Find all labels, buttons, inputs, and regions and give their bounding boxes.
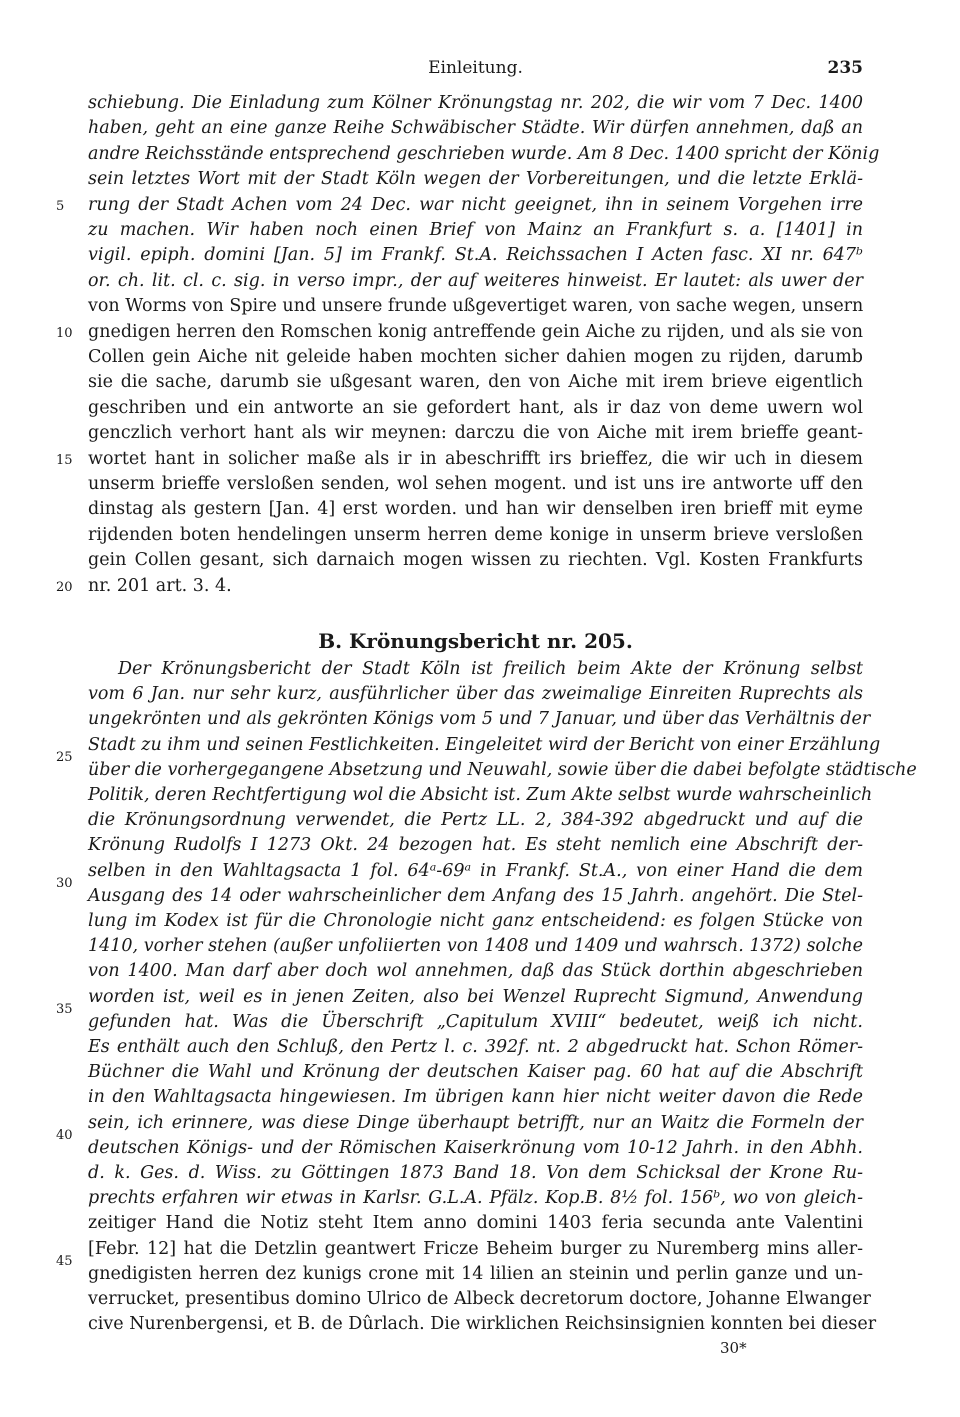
margin-line-number: 15 xyxy=(56,453,73,468)
text-line: Krönung Rudolfs I 1273 Okt. 24 bezogen hat. Es steht nemlich eine Abschrift der- xyxy=(88,835,863,856)
text-line: Der Krönungsbericht der Stadt Köln ist freilich beim Akte der Krönung selbst xyxy=(118,659,863,679)
text-line: sein, ich erinnere, was diese Dinge überhaupt betrifft, nur an Waitz die Formeln der xyxy=(88,1112,863,1133)
text-line: gein Collen gesant, sich darnaich mogen wissen zu riechten. Vgl. Kosten Frankfurts xyxy=(88,550,863,571)
margin-line-number: 10 xyxy=(56,326,73,341)
text-line: Collen gein Aiche nit geleide haben mochten sicher dahien mogen zu rijden, darumb xyxy=(88,347,863,367)
text-line: nr. 201 art. 3. 4. xyxy=(88,575,232,596)
text-line: dinstag als gestern [Jan. 4] erst worden. und han wir denselben iren brieff mit eyme xyxy=(88,499,863,520)
text-line: sein letztes Wort mit der Stadt Köln wegen der Vorbereitungen, und die letzte Erklä- xyxy=(88,169,863,190)
running-head xyxy=(88,58,863,84)
text-line: von 1400. Man darf aber doch wol annehmen, daß das Stück dorthin abgeschrieben xyxy=(88,961,863,982)
margin-line-number: 30 xyxy=(56,876,73,891)
text-line: rung der Stadt Achen vom 24 Dec. war nicht geeignet, ihn in seinem Vorgehen irre xyxy=(88,194,863,215)
margin-line-number: 5 xyxy=(56,199,65,214)
text-line: in den Wahltagsacta hingewiesen. Im übrigen kann hier nicht weiter davon die Rede xyxy=(88,1087,863,1108)
text-line: Büchner die Wahl und Krönung der deutschen Kaiser pag. 60 hat auf die Abschrift xyxy=(88,1062,863,1083)
text-line: wortet hant in solicher maße als ir in abeschrifft irs brieffez, die wir uch in diesem xyxy=(88,448,863,469)
text-line: prechts erfahren wir etwas in Karlsr. G.L.A. Pfälz. Kop.B. 8½ fol. 156ᵇ, wo von gleich- xyxy=(88,1188,863,1209)
text-line: vom 6 Jan. nur sehr kurz, ausführlicher über das zweimalige Einreiten Ruprechts als xyxy=(88,684,863,705)
text-line: gnedigisten herren dez kunigs crone mit 14 lilien an steinin und perlin ganze und un- xyxy=(88,1263,863,1284)
text-line: andre Reichsstände entsprechend geschrieben wurde. Am 8 Dec. 1400 spricht der König xyxy=(88,143,880,164)
printer-signature: 30* xyxy=(720,1339,747,1357)
text-line: 1410, vorher stehen (außer unfoliierten von 1408 und 1409 und wahrsch. 1372) solche xyxy=(88,936,863,957)
text-line: über die vorhergegangene Absetzung und Neuwahl, sowie über die dabei befolgte städtische xyxy=(88,759,917,780)
text-line: cive Nurenbergensi, et B. de Dûrlach. Die wirklichen Reichsinsignien konnten bei dieser xyxy=(88,1314,877,1335)
text-line: schiebung. Die Einladung zum Kölner Krönungstag nr. 202, die wir vom 7 Dec. 1400 xyxy=(88,93,863,113)
margin-line-number: 40 xyxy=(56,1128,73,1143)
text-line: von Worms von Spire und unsere frunde ußgevertiget waren, von sache wegen, unsern xyxy=(88,296,864,317)
text-line: rijdenden boten hendelingen unserm herren deme konige in unserm brieve versloßen xyxy=(88,524,863,545)
text-line: Ausgang des 14 oder wahrscheinlicher dem Anfang des 15 Jahrh. angehört. Die Stel- xyxy=(88,885,863,906)
text-line: worden ist, weil es in jenen Zeiten, also bei Wenzel Ruprecht Sigmund, Anwendung xyxy=(88,986,863,1007)
text-line: ungekrönten und als gekrönten Königs vom 5 und 7 Januar, und über das Verhältnis der xyxy=(88,709,871,730)
text-line: geschriben und ein antworte an sie gefordert hant, als ir daz von deme uwern wol xyxy=(88,397,863,418)
section-heading: B. Krönungsbericht nr. 205. xyxy=(318,629,633,653)
text-line: gnedigen herren den Romschen konig antreffende gein Aiche zu rijden, und als sie von xyxy=(88,321,863,342)
text-line: zu machen. Wir haben noch einen Brief von Mainz an Frankfurt s. a. [1401] in xyxy=(88,220,863,240)
text-line: vigil. epiph. domini [Jan. 5] im Frankf. St.A. Reichssachen I Acten fasc. XI nr. 647ᵇ xyxy=(88,245,863,266)
text-line: Stadt zu ihm und seinen Festlichkeiten. Eingeleitet wird der Bericht von einer Erzählung xyxy=(88,734,881,755)
text-line: sie die sache, darumb sie ußgesant waren, den von Aiche mit irem brieve eigentlich xyxy=(88,372,863,393)
text-line: zeitiger Hand die Notiz steht Item anno domini 1403 feria secunda ante Valentini xyxy=(88,1213,863,1234)
text-line: genczlich verhort hant als wir meynen: darczu die von Aiche mit irem brieffe geant- xyxy=(88,423,863,444)
text-line: or. ch. lit. cl. c. sig. in verso impr., der auf weiteres hinweist. Er lautet: als uwer der xyxy=(88,270,863,291)
text-line: unserm brieffe versloßen senden, wol sehen mogent. und ist uns ire antworte uff den xyxy=(88,474,863,494)
margin-line-number: 25 xyxy=(56,750,73,765)
text-line: [Febr. 12] hat die Detzlin geantwert Fricze Beheim burger zu Nuremberg mins aller- xyxy=(88,1238,863,1259)
running-title: Einleitung. xyxy=(428,58,523,78)
margin-line-number: 45 xyxy=(56,1254,73,1269)
text-line: haben, geht an eine ganze Reihe Schwäbischer Städte. Wir dürfen annehmen, daß an xyxy=(88,118,863,139)
text-line: d. k. Ges. d. Wiss. zu Göttingen 1873 Band 18. Von dem Schicksal der Krone Ru- xyxy=(88,1163,863,1183)
text-line: deutschen Königs- und der Römischen Kaiserkrönung vom 10-12 Jahrh. in den Abhh. xyxy=(88,1137,863,1158)
page-number: 235 xyxy=(827,58,863,78)
margin-line-number: 20 xyxy=(56,580,73,595)
text-line: die Krönungsordnung verwendet, die Pertz LL. 2, 384-392 abgedruckt und auf die xyxy=(88,810,863,831)
margin-line-number: 35 xyxy=(56,1002,73,1017)
text-line: selben in den Wahltagsacta 1 fol. 64ᵃ-69ᵃ in Frankf. St.A., von einer Hand die dem xyxy=(88,860,863,881)
text-line: verrucket, presentibus domino Ulrico de Albeck decretorum doctore, Johanne Elwanger xyxy=(88,1289,871,1309)
text-line: Es enthält auch den Schluß, den Pertz l. c. 392f. nt. 2 abgedruckt hat. Schon Römer- xyxy=(88,1037,863,1057)
text-line: Politik, deren Rechtfertigung wol die Absicht ist. Zum Akte selbst wurde wahrscheinlich xyxy=(88,785,873,805)
text-line: gefunden hat. Was die Überschrift „Capitulum XVIII“ bedeutet, weiß ich nicht. xyxy=(88,1011,863,1032)
text-line: lung im Kodex ist für die Chronologie nicht ganz entscheidend: es folgen Stücke von xyxy=(88,911,863,931)
